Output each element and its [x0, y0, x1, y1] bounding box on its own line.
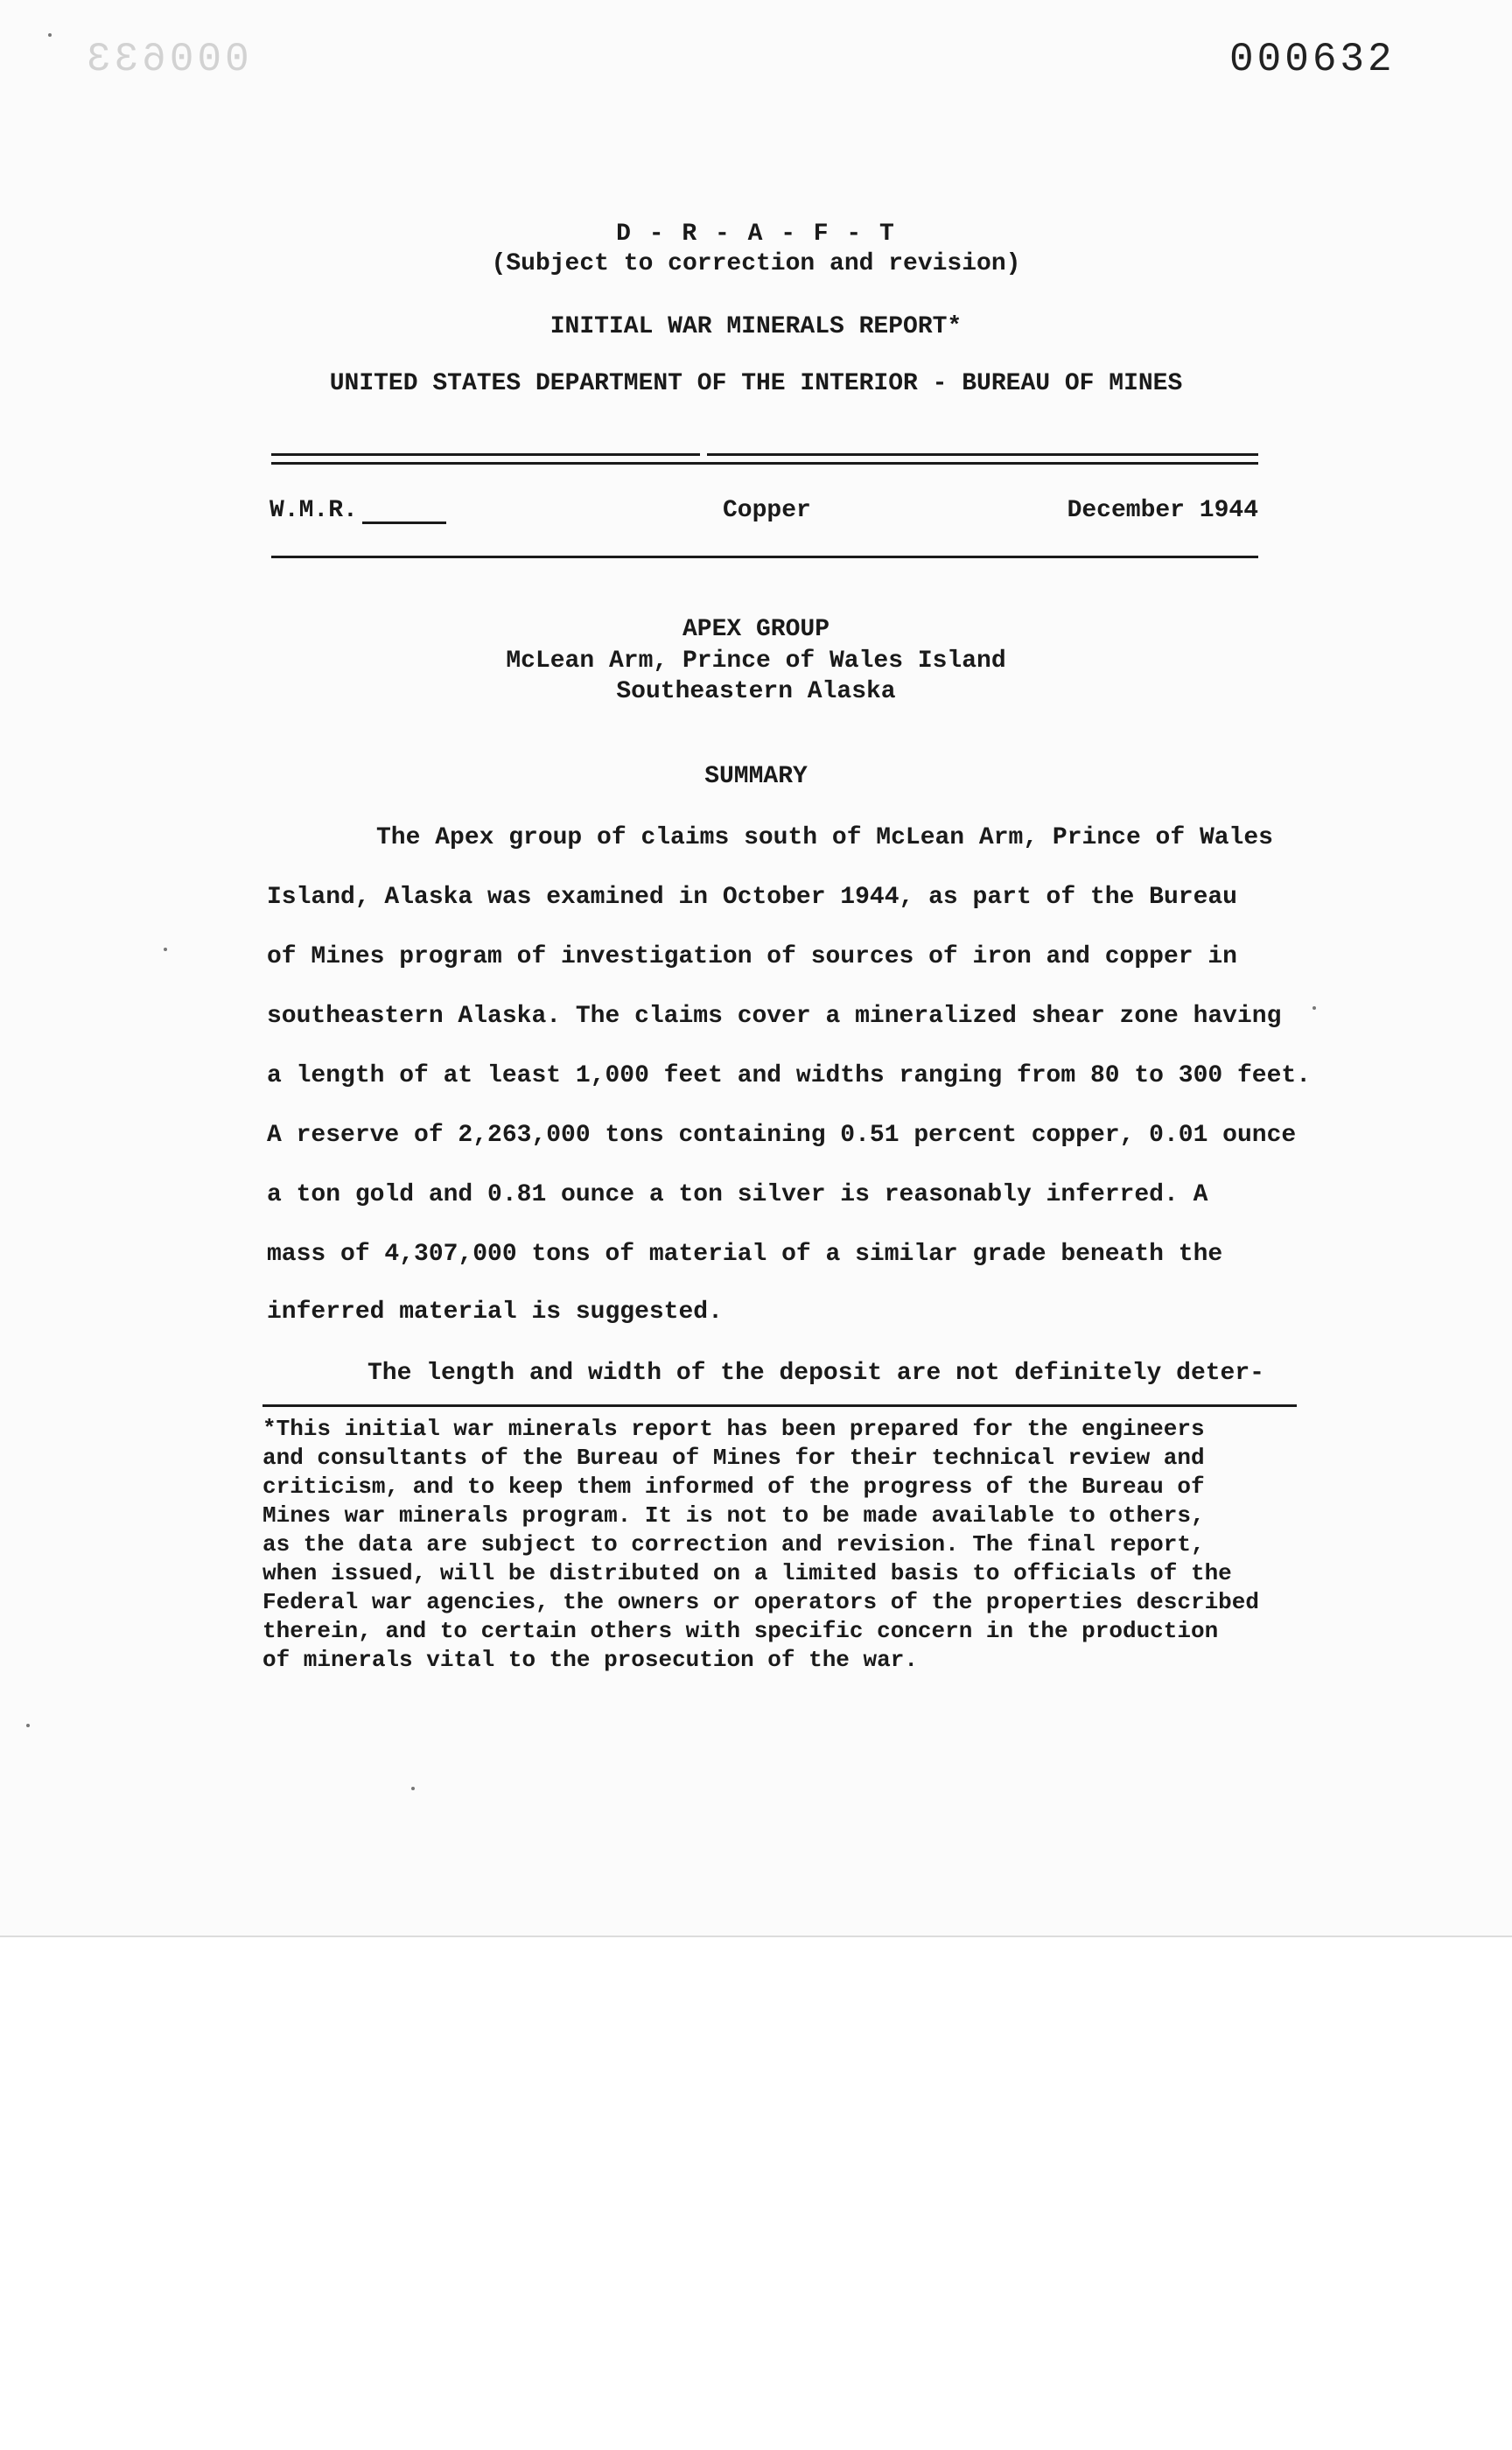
meta-rule — [271, 556, 1258, 558]
footnote-line: criticism, and to keep them informed of the progress of the Bureau of — [262, 1474, 1205, 1500]
group-name: APEX GROUP — [682, 616, 830, 643]
summary-heading: SUMMARY — [704, 763, 808, 790]
page-number: 000632 — [1229, 37, 1396, 82]
scan-speck — [48, 33, 52, 37]
report-meta-row — [270, 497, 1258, 532]
summary-line: Island, Alaska was examined in October 1944, as part of the Bureau — [267, 884, 1237, 911]
department-heading: UNITED STATES DEPARTMENT OF THE INTERIOR - BUREAU OF MINES — [329, 370, 1183, 397]
scan-speck — [164, 948, 167, 951]
summary-line: The Apex group of claims south of McLean Arm, Prince of Wales — [376, 824, 1273, 851]
draft-label: D - R - A - F - T — [616, 220, 896, 248]
footnote-line: as the data are subject to correction and revision. The final report, — [262, 1531, 1205, 1558]
summary-line: A reserve of 2,263,000 tons containing 0.51 percent copper, 0.01 ounce — [267, 1122, 1297, 1149]
summary-line: southeastern Alaska. The claims cover a mineralized shear zone having — [267, 1003, 1282, 1030]
summary-line: mass of 4,307,000 tons of material of a similar grade beneath the — [267, 1241, 1223, 1268]
wmr-label: W.M.R. — [270, 497, 358, 524]
location-region: Southeastern Alaska — [616, 678, 896, 705]
footnote-line: *This initial war minerals report has been prepared for the engineers — [262, 1416, 1205, 1442]
footnote-rule — [262, 1404, 1297, 1407]
report-date: December 1944 — [1067, 497, 1258, 524]
footnote-line: Federal war agencies, the owners or operators of the properties described — [262, 1589, 1259, 1615]
scan-speck — [26, 1724, 30, 1727]
summary-line: a length of at least 1,000 feet and widths ranging from 80 to 300 feet. — [267, 1062, 1311, 1089]
location-place: McLean Arm, Prince of Wales Island — [506, 648, 1006, 675]
footnote-line: therein, and to certain others with specific concern in the production — [262, 1618, 1219, 1644]
double-rule-bottom — [271, 462, 1258, 465]
summary-line: inferred material is suggested. — [267, 1298, 723, 1326]
draft-note: (Subject to correction and revision) — [491, 250, 1021, 277]
commodity: Copper — [723, 497, 811, 524]
summary-line: of Mines program of investigation of sources of iron and copper in — [267, 943, 1237, 970]
footnote-line: when issued, will be distributed on a limited basis to officials of the — [262, 1560, 1232, 1586]
summary-line: a ton gold and 0.81 ounce a ton silver is reasonably inferred. A — [267, 1181, 1208, 1208]
scan-speck — [411, 1787, 415, 1790]
scan-speck — [1312, 1006, 1316, 1010]
double-rule-top — [707, 453, 1258, 456]
footnote-line: of minerals vital to the prosecution of the war. — [262, 1647, 918, 1673]
footnote-line: Mines war minerals program. It is not to be made available to others, — [262, 1502, 1205, 1529]
double-rule-top — [271, 453, 700, 456]
bleed-through-page-number: 000633 — [83, 37, 249, 82]
summary-line: The length and width of the deposit are not definitely deter- — [368, 1360, 1264, 1387]
wmr-number-blank — [362, 522, 446, 524]
report-title: INITIAL WAR MINERALS REPORT* — [550, 313, 962, 340]
footnote-line: and consultants of the Bureau of Mines for their technical review and — [262, 1445, 1205, 1471]
